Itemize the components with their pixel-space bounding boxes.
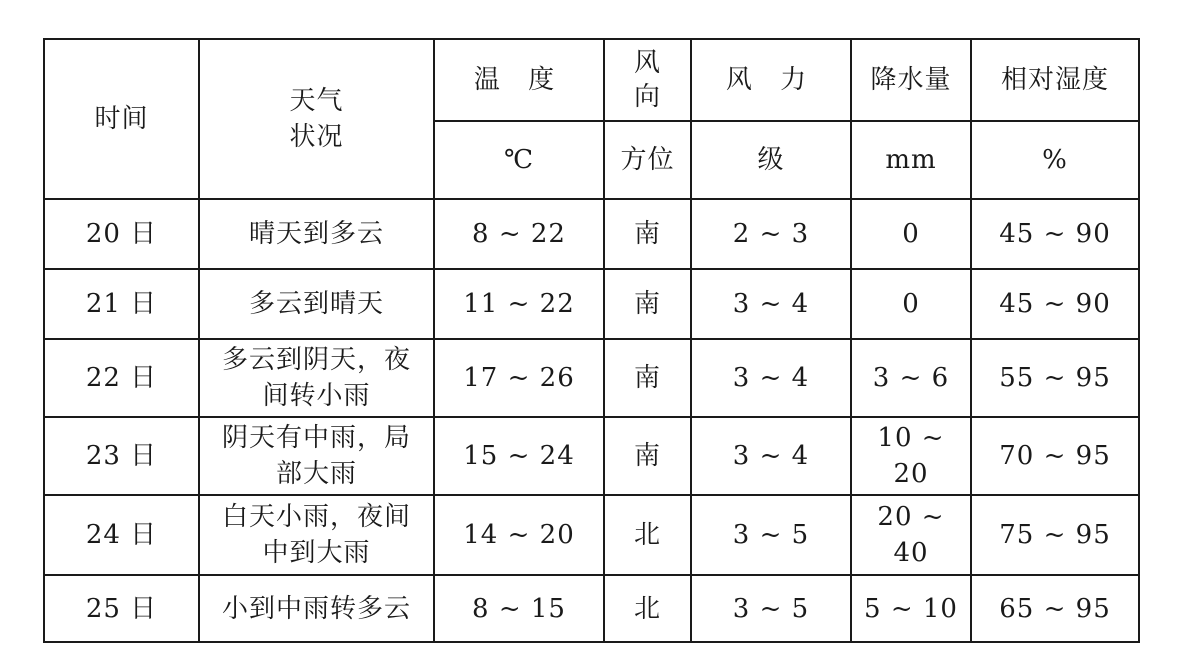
table-row: [44, 339, 1139, 417]
wind-force-cell: 3 ~ 4: [691, 417, 851, 495]
temperature-cell: 15 ~ 24: [434, 417, 604, 495]
day-cell: 25 日: [44, 575, 199, 642]
humidity-cell: 55 ~ 95: [971, 339, 1139, 417]
wind-direction-cell: 北: [604, 575, 691, 642]
header-weather-line1: 天气: [289, 86, 344, 116]
wind-force-cell: 3 ~ 4: [691, 339, 851, 417]
humidity-cell: 75 ~ 95: [971, 495, 1139, 575]
condition-line1: 白天小雨，夜间: [221, 502, 411, 532]
condition-line2: 间转小雨: [262, 381, 371, 411]
condition-cell: [199, 417, 434, 495]
table-row: [44, 199, 1139, 269]
table-row: [44, 269, 1139, 339]
humidity-cell: 45 ~ 90: [971, 269, 1139, 339]
condition-cell: [199, 269, 434, 339]
humidity-cell: 45 ~ 90: [971, 199, 1139, 269]
weather-forecast-table: [43, 38, 1140, 643]
wind-force-cell: 2 ~ 3: [691, 199, 851, 269]
condition-line1: 多云到阴天，夜: [221, 345, 411, 375]
precipitation-cell: 3 ~ 6: [851, 339, 971, 417]
wind-force-cell: 3 ~ 4: [691, 269, 851, 339]
wind-direction-cell: 南: [604, 339, 691, 417]
condition-cell: [199, 339, 434, 417]
precipitation-cell: 10 ~ 20: [851, 417, 971, 495]
header-row-1: [44, 39, 1139, 121]
header-wind-direction: [604, 39, 691, 121]
condition-line1: 多云到晴天: [248, 289, 384, 319]
header-humidity-unit: %: [971, 121, 1139, 199]
precipitation-cell: 0: [851, 269, 971, 339]
humidity-cell: 65 ~ 95: [971, 575, 1139, 642]
header-weather-line2: 状况: [289, 122, 344, 152]
condition-line2: 中到大雨: [262, 538, 371, 568]
temperature-cell: 14 ~ 20: [434, 495, 604, 575]
temperature-cell: 17 ~ 26: [434, 339, 604, 417]
header-wind-direction-line2: 向: [633, 82, 661, 112]
temperature-cell: 11 ~ 22: [434, 269, 604, 339]
condition-line1: 小到中雨转多云: [221, 593, 411, 624]
header-weather: [199, 39, 434, 199]
header-wind-force: 风 力: [691, 39, 851, 121]
header-time: 时间: [44, 39, 199, 199]
precipitation-cell: 5 ~ 10: [851, 575, 971, 642]
wind-force-cell: 3 ~ 5: [691, 495, 851, 575]
condition-cell: [199, 575, 434, 642]
precipitation-cell: 0: [851, 199, 971, 269]
wind-direction-cell: 南: [604, 417, 691, 495]
wind-force-cell: 3 ~ 5: [691, 575, 851, 642]
table-row: [44, 495, 1139, 575]
header-precipitation: 降水量: [851, 39, 971, 121]
temperature-cell: 8 ~ 15: [434, 575, 604, 642]
day-cell: 24 日: [44, 495, 199, 575]
wind-direction-cell: 北: [604, 495, 691, 575]
day-cell: 23 日: [44, 417, 199, 495]
header-precipitation-unit: mm: [851, 121, 971, 199]
header-humidity: 相对湿度: [971, 39, 1139, 121]
header-temperature: 温 度: [434, 39, 604, 121]
condition-cell: [199, 495, 434, 575]
table-row: [44, 575, 1139, 642]
header-temperature-unit: ℃: [434, 121, 604, 199]
precipitation-cell: 20 ~ 40: [851, 495, 971, 575]
condition-line1: 阴天有中雨，局: [221, 423, 411, 453]
table-row: [44, 417, 1139, 495]
day-cell: 20 日: [44, 199, 199, 269]
condition-line2: 部大雨: [275, 459, 357, 489]
wind-direction-cell: 南: [604, 199, 691, 269]
header-wind-direction-unit: 方位: [604, 121, 691, 199]
temperature-cell: 8 ~ 22: [434, 199, 604, 269]
day-cell: 22 日: [44, 339, 199, 417]
day-cell: 21 日: [44, 269, 199, 339]
humidity-cell: 70 ~ 95: [971, 417, 1139, 495]
wind-direction-cell: 南: [604, 269, 691, 339]
header-wind-force-unit: 级: [691, 121, 851, 199]
condition-line1: 晴天到多云: [248, 219, 384, 249]
condition-cell: [199, 199, 434, 269]
header-wind-direction-line1: 风: [633, 48, 661, 78]
